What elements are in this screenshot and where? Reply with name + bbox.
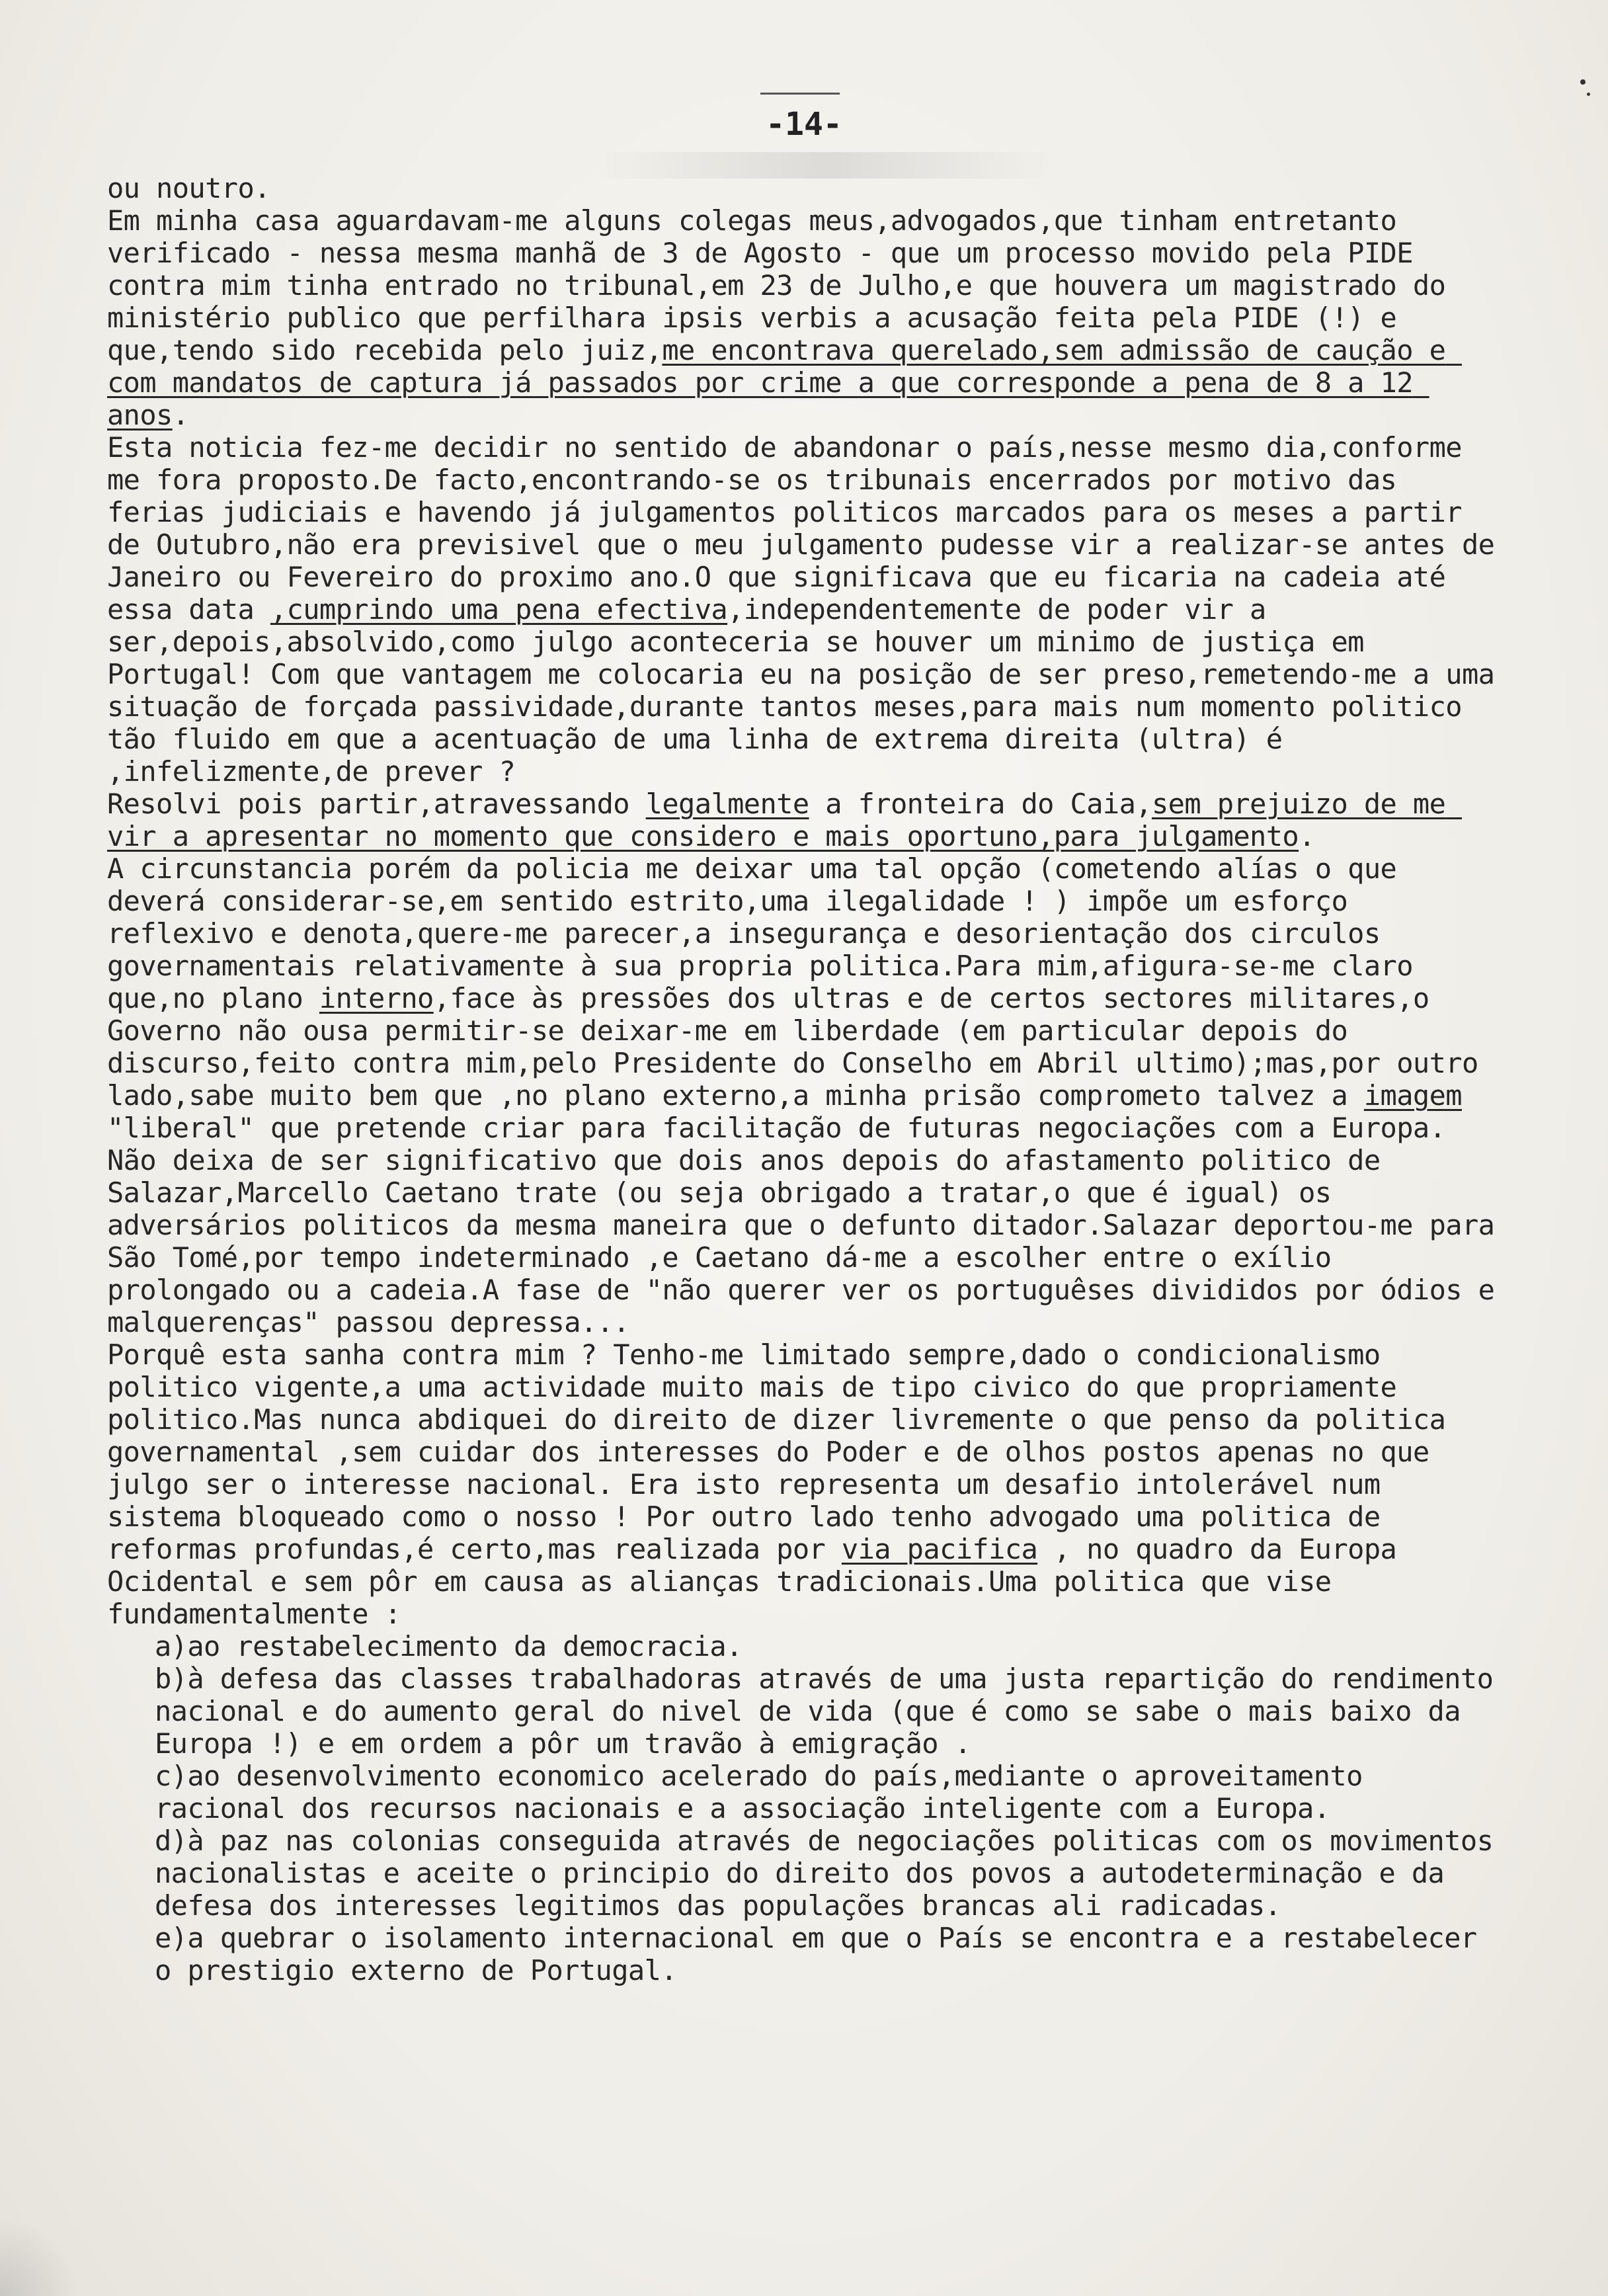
text-run: "liberal" que pretende criar para facilitação de futuras negociações com a Europa.	[107, 1079, 1478, 1144]
list-item-label: c)	[155, 1760, 188, 1792]
underlined-text: interno	[319, 982, 434, 1014]
speck-mark	[1580, 79, 1586, 85]
paragraph	[107, 204, 1496, 431]
text-run: ou noutro.	[107, 172, 270, 204]
list-item	[155, 1630, 1496, 1662]
list-item-text: ao restabelecimento da democracia.	[187, 1630, 743, 1662]
paragraph	[107, 431, 1511, 788]
list-item-text: à defesa das classes trabalhadoras através de uma justa repartição do rendimento nacional e do aumento geral do nivel de vida (que é como se sabe o mais baixo da Europa !) e em ordem a pôr um travão à emigração .	[155, 1662, 1509, 1760]
underlined-text: imagem	[1363, 1079, 1462, 1112]
list-item	[155, 1922, 1496, 1987]
text-run: .	[172, 399, 189, 431]
text-run: ,face às pressões dos ultras e de certos sectores militares,o Governo não ousa permitir-se deixar-me em liberdade (em particular depois do discurso,feito contra mim,pelo Presidente do Conselho em Abril ultimo);mas,por outro lado,sabe muito bem que ,no plano externo,a minha prisão comprometo talvez a	[107, 982, 1495, 1112]
list-item	[155, 1760, 1496, 1824]
underlined-text: me encontrava querelado,sem admissão de caução e com mandatos de captura já passados por crime a que corresponde a pena de 8 a 12 anos	[107, 334, 1462, 431]
text-run: Porquê esta sanha contra mim ? Tenho-me limitado sempre,dado o condicionalismo politico vigente,a uma actividade muito mais de tipo civico do que propriamente politico.Mas nunca abdiquei do direito de dizer livremente o que penso da politica governamental ,sem cuidar dos interesses do Poder e de olhos postos apenas no que julgo ser o interesse nacional. Era isto representa um desafio intolerável num sistema bloqueado como o nosso ! Por outro lado tenho advogado uma politica de reformas profundas,é certo,mas realizada por	[107, 1338, 1462, 1565]
paragraph	[107, 1338, 1496, 1630]
paragraph	[107, 172, 1496, 204]
text-run: Esta noticia fez-me decidir no sentido de abandonar o país,nesse mesmo dia,conforme me fora proposto.De facto,encontrando-se os tribunais encerrados por motivo das ferias judiciais e havendo já julgamentos politicos marcados para os meses a partir de Outubro,não era previsivel que o meu julgamento pudesse vir a realizar-se antes de Janeiro ou Fevereiro do proximo ano.O que significava que eu ficaria na cadeia até essa data	[107, 431, 1511, 626]
list-item-text: ao desenvolvimento economico acelerado do país,mediante o aproveitamento racional dos recursos nacionais e a associação inteligente com a Europa.	[155, 1760, 1379, 1824]
list-item-label: a)	[155, 1630, 188, 1662]
page-corner-shadow	[0, 2217, 79, 2296]
header-rule	[760, 93, 840, 97]
list-item	[155, 1824, 1509, 1922]
list-item-text: à paz nas colonias conseguida através de negociações politicas com os movimentos nacionalistas e aceite o principio do direito dos povos a autodeterminação e da defesa dos interesses legitimos das populações brancas ali radicadas.	[155, 1824, 1509, 1922]
underlined-text: via pacifica	[841, 1533, 1038, 1565]
list-item-label: b)	[155, 1662, 188, 1695]
text-run: .	[1299, 820, 1315, 852]
list-item	[155, 1662, 1509, 1760]
paragraph	[107, 852, 1496, 1144]
speck-mark	[1587, 93, 1590, 96]
objectives-list	[155, 1630, 1509, 1987]
underlined-text: legalmente	[645, 788, 809, 820]
page-number: -14-	[766, 106, 842, 143]
underlined-text: ,cumprindo uma pena efectiva	[270, 593, 728, 626]
list-item-label: e)	[155, 1922, 188, 1954]
underlined-text: sem prejuizo de me vir a apresentar no momento que considero e mais oportuno,para julgamento	[107, 788, 1462, 852]
text-run: Resolvi pois partir,atravessando	[107, 788, 646, 820]
text-run: A circunstancia porém da policia me deixar uma tal opção (cometendo alías o que deverá considerar-se,em sentido estrito,uma ilegalidade ! ) impõe um esforço reflexivo e denota,quere-me parecer,a insegurança e desorientação dos circulos governamentais relativamente à sua propria politica.Para mim,afigura-se-me claro que,no plano	[107, 852, 1429, 1014]
paragraph	[107, 788, 1496, 852]
text-run: Em minha casa aguardavam-me alguns colegas meus,advogados,que tinham entretanto verificado - nessa mesma manhã de 3 de Agosto - que um processo movido pela PIDE contra mim tinha entrado no tribunal,em 23 de Julho,e que houvera um magistrado do ministério publico que perfilhara ipsis verbis a acusação feita pela PIDE (!) e que,tendo sido recebida pelo juiz,	[107, 204, 1462, 366]
list-item-label: d)	[155, 1824, 188, 1857]
text-run: Não deixa de ser significativo que dois anos depois do afastamento politico de Salazar,Marcello Caetano trate (ou seja obrigado a tratar,o que é igual) os adversários politicos da mesma maneira que o defunto ditador.Salazar deportou-me para São Tomé,por tempo indeterminado ,e Caetano dá-me a escolher entre o exílio prolongado ou a cadeia.A fase de "não querer ver os portuguêses divididos por ódios e malquerenças" passou depressa...	[107, 1144, 1511, 1338]
text-run: , no quadro da Europa Ocidental e sem pôr em causa as alianças tradicionais.Uma politica que vise fundamentalmente :	[107, 1533, 1413, 1630]
text-run: ,independentemente de poder vir a ser,depois,absolvido,como julgo aconteceria se houver um minimo de justiça em Portugal! Com que vantagem me colocaria eu na posição de ser preso,remetendo-me a uma situação de forçada passividade,durante tantos meses,para mais num momento politico tão fluido em que a acentuação de uma linha de extrema direita (ultra) é ,infelizmente,de prever ?	[107, 593, 1511, 788]
text-run: a fronteira do Caia,	[809, 788, 1152, 820]
letter-body	[107, 172, 1511, 1987]
list-item-text: a quebrar o isolamento internacional em que o País se encontra e a restabelecer o prestigio externo de Portugal.	[155, 1922, 1494, 1987]
paragraph	[107, 1144, 1511, 1338]
